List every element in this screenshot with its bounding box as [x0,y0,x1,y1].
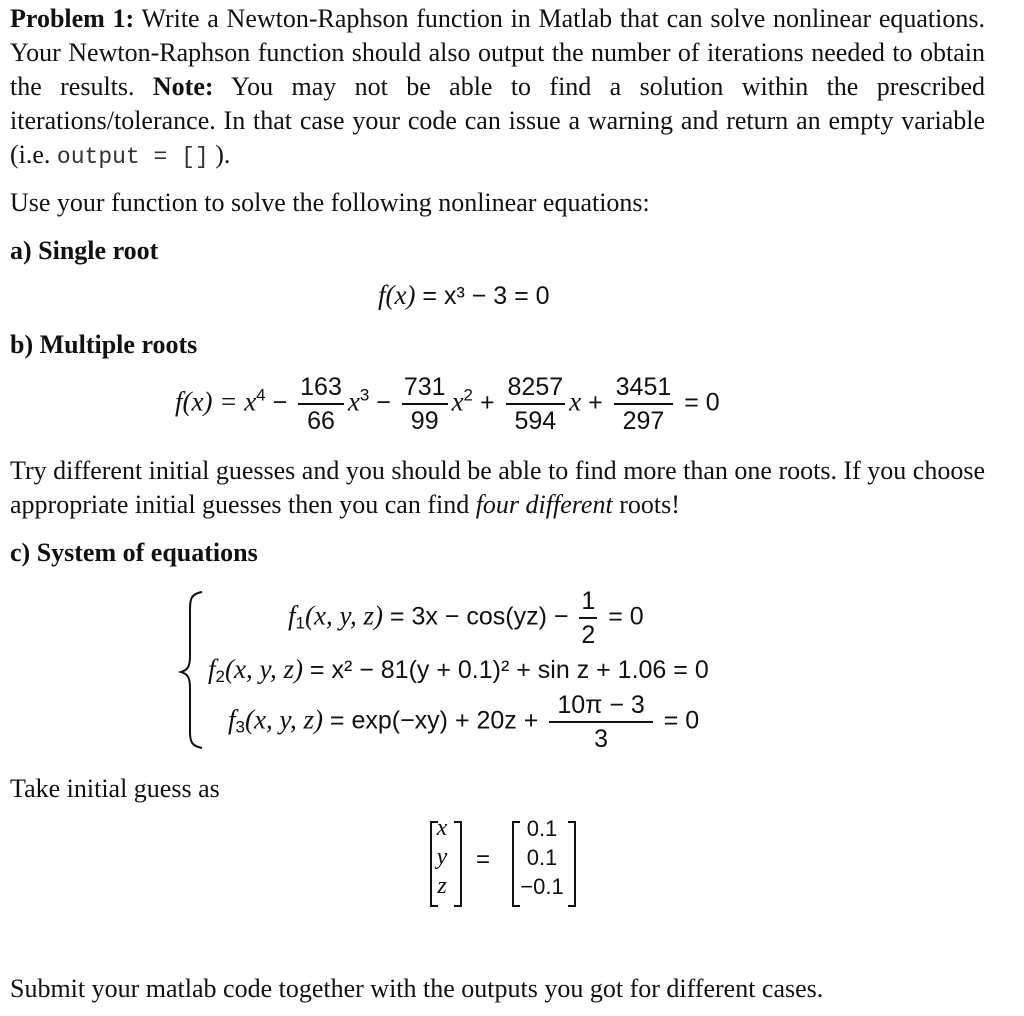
frac-den: 297 [622,407,665,435]
variable-vector [432,814,452,901]
fraction-8257-594 [506,372,566,436]
vector-value-y: 0.1 [526,845,558,870]
f2-sub: 2 [215,667,225,686]
equation-a-lhs: f(x) [378,280,416,310]
f1-sub: 1 [295,613,305,633]
part-a-heading: a) Single root [10,236,159,265]
f1-rhs: = 3x − cos(yz) − [389,602,569,631]
vector-value-z: −0.1 [520,874,564,899]
eq-b-lhs: f(x) = x [175,386,257,417]
f2-rhs: = x² − 81(y + 0.1)² + sin z + 1.06 = 0 [309,656,709,684]
eq-b-plus-1: + [479,388,495,417]
frac-den: 594 [514,407,557,435]
part-b-heading: b) Multiple roots [10,330,198,359]
equation-b [175,372,720,436]
fraction-731-99 [402,372,448,436]
eq-b-minus-2: − [376,388,391,417]
frac-num: 163 [298,372,344,405]
part-b-text [10,454,985,522]
frac-den: 99 [410,407,439,435]
fraction-3451-297 [614,372,674,436]
f1-end: = 0 [608,602,644,631]
frac-num: 10π − 3 [549,690,652,723]
frac-num: 8257 [506,372,566,405]
problem-text-2: You may not be able to find a solution within the prescribed iterations/tolerance. In that case your code can issue a warning and return an empty variable (i.e. [10,72,985,169]
f2-symbol: f [208,654,216,684]
fraction-10pi-minus-3-over-3 [549,690,652,754]
eq-b-equals-zero: = 0 [684,388,720,417]
vector-var-x: x [436,815,448,841]
frac-den: 2 [581,621,596,649]
eq-b-p3: 3 [359,385,370,405]
eq-b-x3: x [347,386,360,417]
equation-f2 [208,654,709,685]
problem-text-3: ). [208,140,231,169]
eq-b-p4: 4 [256,385,266,405]
system-brace [178,590,208,750]
equation-a-rhs: = x³ − 3 = 0 [422,282,550,310]
eq-b-plus-2: + [588,388,603,417]
vector-var-y: y [436,844,448,870]
equation-a [378,280,550,311]
f3-symbol: f [228,704,236,735]
frac-num: 3451 [614,372,674,405]
equation-f3 [228,690,699,754]
submit-instructions: Submit your matlab code together with the outputs you got for different cases. [10,974,824,1003]
part-c-heading: c) System of equations [10,538,258,567]
part-b-emphasis: four different [475,490,613,519]
frac-num: 1 [579,586,597,619]
eq-b-x2: x [451,386,464,417]
frac-num: 731 [402,372,448,405]
f2-args: (x, y, z) [224,654,303,684]
f1-args: (x, y, z) [304,600,383,631]
vector-var-z: z [437,873,447,899]
part-b-text-a: Try different initial guesses and you should be able to find more than one roots. If you choose appropriate initial guesses then you can find [10,456,985,519]
eq-b-p2: 2 [463,385,474,405]
code-snippet: output = [] [56,144,209,170]
vector-equals: = [476,846,491,873]
f1-symbol: f [288,600,296,631]
f3-end: = 0 [663,706,700,735]
eq-b-minus-1: − [272,388,288,417]
vector-value-x: 0.1 [526,816,558,841]
part-b-text-b: roots! [612,490,680,519]
note-label: Note: [152,72,214,101]
initial-guess-text: Take initial guess as [10,774,220,803]
value-vector [512,814,572,901]
f3-rhs: = exp(−xy) + 20z + [329,706,539,735]
f3-sub: 3 [235,717,245,737]
eq-b-x1: x [569,386,582,417]
problem-label: Problem 1: [10,4,135,33]
frac-den: 66 [307,407,335,435]
problem-text-1: Write a Newton-Raphson function in Matlab that can solve nonlinear equations. Your Newton-Raphson function should also output the number of iterations needed to obtain the results. [10,4,985,101]
equation-f1 [288,586,644,650]
fraction-163-66 [298,372,344,436]
f3-args: (x, y, z) [244,704,323,735]
problem-statement [10,2,985,174]
intro-text: Use your function to solve the following nonlinear equations: [10,188,650,217]
frac-den: 3 [594,725,608,753]
fraction-1-2 [579,586,597,650]
